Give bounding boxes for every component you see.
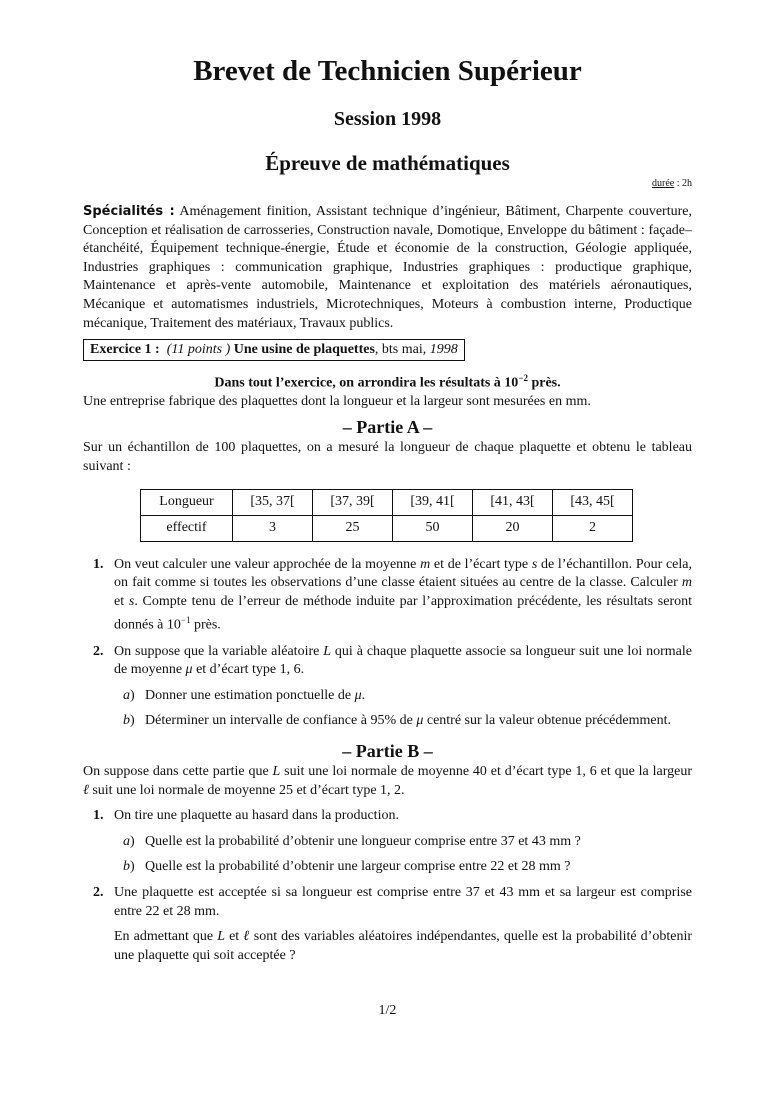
text-run: et d’écart type 1, 6. — [192, 662, 305, 678]
exam-heading: Épreuve de mathématiques — [265, 151, 510, 175]
question-number: 2. — [93, 884, 104, 900]
math-var: L — [217, 929, 225, 945]
question-number: 1. — [93, 808, 104, 824]
math-var: μ — [185, 662, 193, 678]
rounding-instruction — [83, 369, 692, 393]
math-var: m — [420, 556, 431, 572]
duration-label: durée — [652, 178, 675, 189]
subquestion-letter: a) — [123, 833, 135, 849]
math-var: m — [681, 575, 692, 591]
table-row — [141, 515, 633, 541]
specialities-paragraph — [83, 203, 692, 333]
text-run: suit une loi normale de moyenne 25 et d’écart type 1, 2. — [88, 782, 405, 798]
subquestion-letter: b) — [123, 859, 135, 875]
subquestion-b — [114, 712, 692, 731]
subquestion-letter: b) — [123, 713, 135, 729]
math-var: ℓ — [83, 782, 89, 798]
math-var: μ — [416, 713, 424, 729]
document-title: Brevet de Technicien Supérieur — [193, 55, 582, 87]
text-run: et — [114, 593, 129, 609]
question-text: On tire une plaquette au hasard dans la production. — [114, 808, 399, 824]
math-var: L — [272, 764, 281, 779]
table-cell: 25 — [313, 515, 393, 541]
math-var: ℓ — [243, 929, 250, 945]
length-table — [140, 489, 633, 542]
exercise-year: 1998 — [429, 342, 458, 358]
exponent: −1 — [180, 615, 191, 626]
letter: a — [123, 833, 130, 849]
text-run: suit une loi normale de moyenne 40 et d’écart type 1, 6 et que la largeur — [280, 764, 693, 779]
question-a1 — [83, 556, 692, 636]
exercise-source: , bts mai, — [374, 342, 430, 358]
letter: a — [123, 687, 130, 703]
text-run: qui à chaque plaquette associe sa longueur suit une loi normale de moyenne — [114, 643, 692, 678]
text-run: On suppose que la variable aléatoire — [114, 643, 324, 659]
table-cell: [35, 37[ — [233, 489, 313, 515]
question-b2 — [83, 884, 692, 965]
table-cell: [39, 41[ — [393, 489, 473, 515]
text-run: En admettant que — [114, 929, 218, 945]
subquestion-text: Quelle est la probabilité d’obtenir une longueur comprise entre 37 et 43 mm ? — [145, 833, 581, 849]
text-run: Déterminer un intervalle de confiance à 95% de — [145, 713, 417, 729]
partie-a-heading: – Partie A – — [342, 417, 433, 438]
text-run: près. — [190, 618, 221, 634]
letter: b — [123, 859, 130, 875]
table-cell: [37, 39[ — [313, 489, 393, 515]
table-row — [141, 489, 633, 515]
table-cell: 2 — [553, 515, 633, 541]
table-header-cell: Longueur — [141, 489, 233, 515]
table-cell: 3 — [233, 515, 313, 541]
question-a2 — [83, 643, 692, 731]
question-b1 — [83, 807, 692, 877]
exercise-title: Une usine de plaquettes — [230, 342, 375, 358]
rounding-text: Dans tout l’exercice, on arrondira les résultats à 10 — [214, 375, 519, 391]
partie-a-intro: Sur un échantillon de 100 plaquettes, on a mesuré la longueur de chaque plaquette et obtenu le tableau suivant : — [83, 440, 692, 474]
question-text — [114, 556, 692, 636]
text-run: centré sur la valeur obtenue précédemment. — [423, 713, 671, 729]
session-heading: Session 1998 — [333, 108, 442, 130]
text-run: On suppose dans cette partie que — [83, 764, 273, 779]
question-text-continued — [114, 928, 692, 965]
table-cell: 50 — [393, 515, 473, 541]
document-page — [83, 52, 692, 965]
specialities-label: Spécialités : — [83, 204, 175, 219]
table-cell: 20 — [473, 515, 553, 541]
question-number: 1. — [93, 556, 104, 572]
subquestion-letter: a) — [123, 687, 135, 703]
text-run: et de l’écart type — [430, 556, 532, 572]
subquestion-text — [145, 687, 692, 706]
partie-b-questions — [83, 807, 692, 965]
question-number: 2. — [93, 643, 104, 659]
rounding-exponent: −2 — [518, 373, 528, 384]
question-text: Une plaquette est acceptée si sa longueur est comprise entre 37 et 43 mm et sa largeur est comprise entre 22 et 28 mm. — [114, 884, 692, 919]
text-run: On veut calculer une valeur approchée de la moyenne — [114, 556, 421, 572]
text-run: Donner une estimation ponctuelle de — [145, 687, 355, 703]
exercise-label: Exercice 1 : — [90, 342, 160, 358]
table-cell: [41, 43[ — [473, 489, 553, 515]
math-var: L — [323, 643, 332, 659]
subquestion-text — [145, 712, 692, 731]
partie-a-questions — [83, 556, 692, 731]
subquestion-a — [114, 833, 692, 852]
table-header-cell: effectif — [141, 515, 233, 541]
math-var: μ — [354, 687, 362, 703]
subquestion-a — [114, 687, 692, 706]
text-run: sont des variables aléatoires indépendantes, quelle est la probabilité d’obtenir une plaquette qui soit acceptée ? — [114, 929, 693, 963]
text-run: . Compte tenu de l’erreur de méthode induite par l’approximation précédente, les résultats seront donnés à 10 — [114, 593, 692, 634]
question-text — [114, 643, 692, 680]
duration — [83, 177, 692, 191]
math-var: s — [531, 556, 538, 572]
page-number: 1/2 — [378, 1003, 397, 1018]
exercise-heading-box — [83, 339, 465, 361]
rounding-end: près. — [527, 375, 561, 391]
duration-value: : 2h — [674, 178, 692, 189]
exercise-points: (11 points ) — [166, 342, 231, 358]
exercise-intro: Une entreprise fabrique des plaquettes dont la longueur et la largeur sont mesurées en mm. — [83, 393, 591, 409]
table-cell: [43, 45[ — [553, 489, 633, 515]
text-run: . — [361, 687, 366, 703]
specialities-text: Aménagement finition, Assistant technique d’ingénieur, Bâtiment, Charpente couverture, Conception et réalisation de carrosseries, Construction navale, Domotique, Enveloppe du bâtiment : façade–étanchéité, Équipement technique-énergie, Étude et économie de la construction, Géologie appliquée, Industries graphiques : communication graphique, Industries graphiques : productique graphique, Maintenance et après-vente automobile, Maintenance et exploitation des matériels aéronautiques, Mécanique et automatismes industriels, Microtechniques, Moteurs à combustion interne, Productique mécanique, Traitement des matériaux, Travaux publics. — [83, 204, 692, 331]
text-run: de l’échantillon. Pour cela, on fait comme si toutes les observations d’une classe étaient situées au centre de la classe. Calculer — [114, 556, 692, 591]
letter: b — [123, 713, 130, 729]
partie-b-heading: – Partie B – — [342, 741, 433, 761]
text-run: et — [225, 929, 244, 945]
subquestion-b — [114, 858, 692, 877]
partie-b-intro — [83, 763, 692, 800]
subquestion-text: Quelle est la probabilité d’obtenir une largeur comprise entre 22 et 28 mm ? — [145, 859, 571, 875]
math-var: s — [128, 593, 135, 609]
